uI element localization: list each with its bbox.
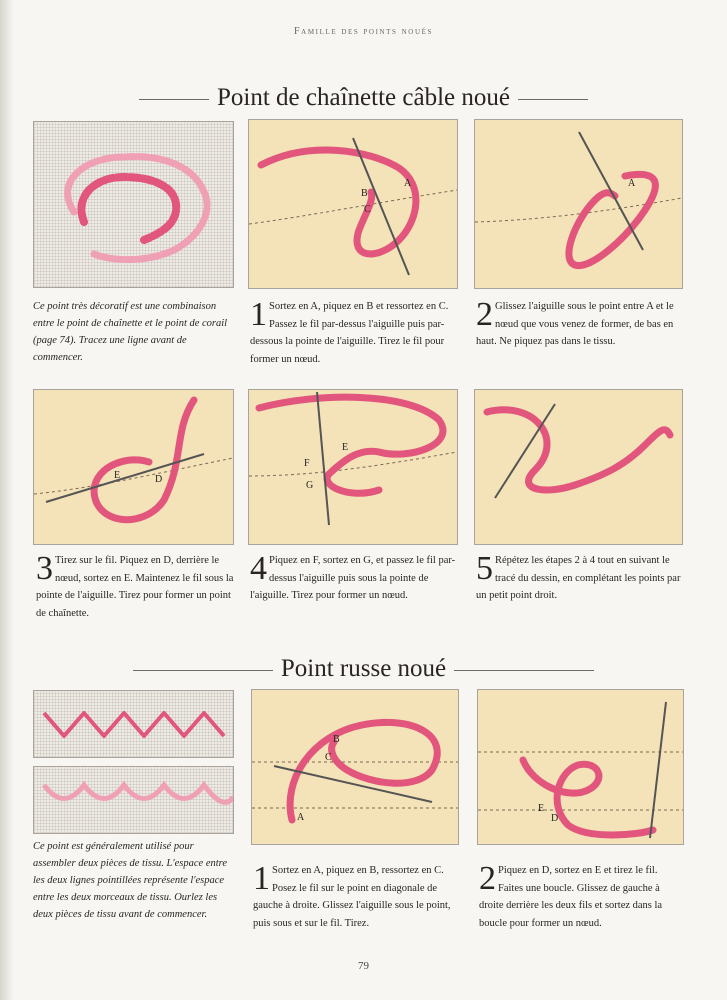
step-number: 1 <box>250 296 267 333</box>
label-e: E <box>538 803 545 814</box>
step-number: 1 <box>253 860 270 897</box>
step-text: Glissez l'aiguille sous le point entre A et le nœud que vous venez de former, de bas en haut. Ne piquez pas dans le tissu. <box>476 301 674 347</box>
step-5-illustration <box>474 389 683 545</box>
label-a: A <box>404 178 412 189</box>
sample-photo-russe-bottom <box>33 766 234 834</box>
thread-needle-drawing <box>34 390 233 544</box>
step-3-illustration <box>33 389 234 545</box>
sample-stitch-illustration <box>34 122 233 287</box>
intro-caption-russe: Ce point est généralement utilisé pour assembler deux pièces de tissu. L'espace entre les deux lignes pointillées représente l'espace entre les deux morceaux de tissu. Ourlez les deux pièces de tissu avant de commencer. <box>33 841 228 920</box>
page-number: 79 <box>358 960 369 972</box>
title-rule-left <box>133 670 273 671</box>
label-e: E <box>114 470 121 481</box>
title-rule-right <box>518 99 588 100</box>
step-4-illustration <box>248 389 458 545</box>
step-4-chainette <box>250 552 456 605</box>
thread-needle-drawing <box>478 690 683 844</box>
thread-needle-drawing <box>475 120 682 288</box>
label-f: F <box>304 458 310 469</box>
label-g: G <box>306 480 314 491</box>
running-head: Famille des points noués <box>294 26 433 37</box>
step-2-illustration <box>474 119 683 289</box>
step-2-chainette <box>476 298 684 351</box>
step-number: 2 <box>479 860 496 897</box>
step-number: 4 <box>250 550 267 587</box>
step-number: 5 <box>476 550 493 587</box>
sample-stitch-illustration <box>34 767 233 833</box>
label-d: D <box>155 474 163 485</box>
section-title-text: Point russe noué <box>280 655 447 682</box>
label-c: C <box>325 752 332 763</box>
label-b: B <box>333 734 340 745</box>
step-text: Piquez en F, sortez en G, et passez le fil par-dessus l'aiguille puis sous la pointe de l'aiguille. Tirez pour former un nœud. <box>250 555 456 601</box>
title-rule-left <box>139 99 209 100</box>
step-text: Sortez en A, piquez en B et ressortez en C. Passez le fil par-dessus l'aiguille puis par-dessous la pointe de l'aiguille. Tirez le fil pour former un nœud. <box>250 301 449 365</box>
thread-needle-drawing <box>249 120 457 288</box>
step-number: 3 <box>36 550 53 587</box>
label-c: C <box>364 204 371 215</box>
label-a: A <box>628 178 636 189</box>
russe-step-2-illustration <box>477 689 684 845</box>
step-3-chainette <box>36 552 234 622</box>
section-title-chainette <box>0 84 727 112</box>
step-text: Tirez sur le fil. Piquez en D, derrière le nœud, sortez en E. Maintenez le fil sous la pointe de l'aiguille. Tirez pour former un point de chaînette. <box>36 555 234 619</box>
step-number: 2 <box>476 296 493 333</box>
sample-photo-chainette <box>33 121 234 288</box>
step-1-russe <box>253 862 459 932</box>
step-2-russe <box>479 862 685 932</box>
thread-needle-drawing <box>252 690 458 844</box>
step-1-illustration <box>248 119 458 289</box>
intro-caption-chainette: Ce point très décoratif est une combinaison entre le point de chaînette et le point de corail (page 74). Tracez une ligne avant de commencer. <box>33 301 228 363</box>
sample-photo-russe-top <box>33 690 234 758</box>
step-text: Sortez en A, piquez en B, ressortez en C. Posez le fil sur le point en diagonale de gauche à droite. Glissez l'aiguille sous le point, puis sous et sur le fil. Tirez. <box>253 865 451 929</box>
thread-needle-drawing <box>475 390 682 544</box>
sample-stitch-illustration <box>34 691 233 757</box>
step-text: Piquez en D, sortez en E et tirez le fil. Faites une boucle. Glissez de gauche à droite derrière les deux fils et sortez dans la boucle pour former un nœud. <box>479 865 663 929</box>
section-title-russe <box>0 655 727 683</box>
thread-needle-drawing <box>249 390 457 544</box>
russe-step-1-illustration <box>251 689 459 845</box>
book-gutter <box>0 0 14 1000</box>
step-5-chainette <box>476 552 684 605</box>
title-rule-right <box>454 670 594 671</box>
step-text: Répétez les étapes 2 à 4 tout en suivant le tracé du dessin, en complétant les points par un petit point droit. <box>476 555 681 601</box>
label-e: E <box>342 442 349 453</box>
section-title-text: Point de chaînette câble noué <box>217 84 510 111</box>
step-1-chainette <box>250 298 456 368</box>
label-d: D <box>551 813 559 824</box>
label-b: B <box>361 188 368 199</box>
label-a: A <box>297 812 305 823</box>
